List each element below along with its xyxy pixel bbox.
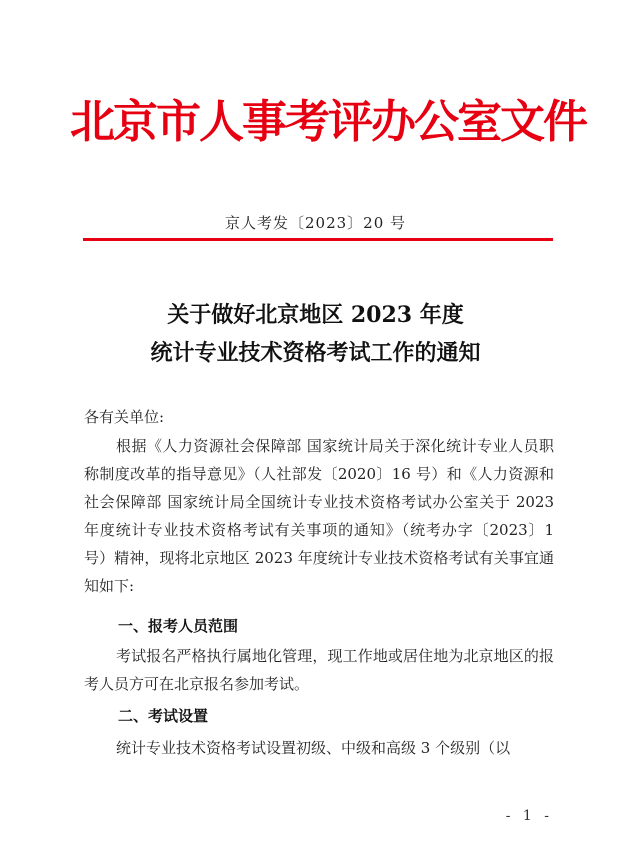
section-heading-2: 二、考试设置	[118, 707, 209, 725]
body-paragraph-2: 考试报名严格执行属地化管理，现工作地或居住地为北京地区的报考人员方可在北京报名参加考试。	[84, 647, 554, 693]
body-paragraph-1: 根据《人力资源社会保障部 国家统计局关于深化统计专业人员职称制度改革的指导意见》（人社部发〔2020〕16 号）和《人力资源和社会保障部 国家统计局全国统计专业技术资格考试办公室关于 2023 年度统计专业技术资格考试有关事项的通知》（统考办字〔2023〕1 号）精神，现将北京地区 2023 年度统计专业技术资格考试有关事宜通知如下:	[84, 437, 554, 595]
section-heading-1: 一、报考人员范围	[118, 617, 239, 635]
masthead-title: 北京市人事考评办公室文件	[70, 95, 587, 148]
document-number: 京人考发〔2023〕20 号	[224, 214, 407, 232]
red-divider-line	[83, 238, 553, 241]
notice-title-line-1: 关于做好北京地区 2023 年度	[167, 302, 464, 328]
salutation: 各有关单位:	[84, 408, 165, 426]
page-number: - 1 -	[505, 808, 553, 824]
body-paragraph-3: 统计专业技术资格考试设置初级、中级和高级 3 个级别（以	[116, 739, 511, 757]
notice-title-line-2: 统计专业技术资格考试工作的通知	[150, 340, 481, 366]
